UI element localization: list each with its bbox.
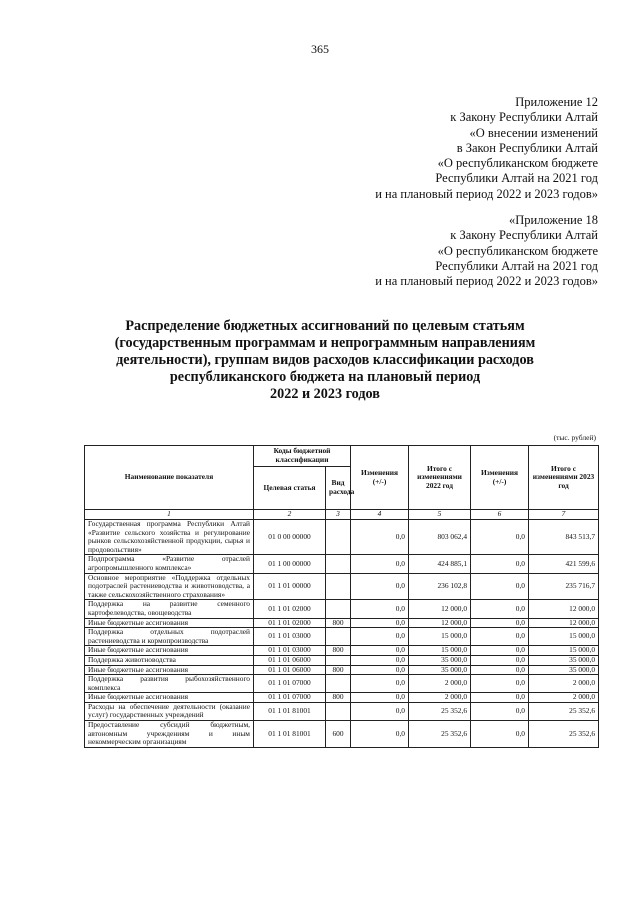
cell-total-2023: 35 000,0 [529,665,599,675]
cell-change-2023: 0,0 [471,665,529,675]
cell-type [326,573,351,600]
cell-total-2023: 235 716,7 [529,573,599,600]
cell-change-2022: 0,0 [351,721,409,748]
appendix-12-block [375,95,598,202]
cell-change-2023: 0,0 [471,628,529,646]
cell-change-2022: 0,0 [351,665,409,675]
appendix-18-line: Республики Алтай на 2021 год [435,258,598,273]
cell-total-2022: 12 000,0 [409,618,471,628]
appendix-12-line: и на плановый период 2022 и 2023 годов» [375,186,598,201]
appendix-12-line: к Закону Республики Алтай [450,110,598,125]
cell-total-2022: 25 352,6 [409,721,471,748]
appendix-18-line: «Приложение 18 [509,213,598,227]
cell-name: Поддержка на развитие семенного картофелеводства, овощеводства [85,600,254,618]
cell-total-2022: 25 352,6 [409,702,471,720]
cell-target: 01 1 01 81001 [254,721,326,748]
appendix-12-line: «О внесении изменений [469,125,598,140]
cell-total-2023: 2 000,0 [529,675,599,693]
column-number: 4 [351,510,409,520]
header-codes: Коды бюджетной классификации [254,446,351,467]
table-row [85,646,599,656]
cell-total-2022: 424 885,1 [409,555,471,573]
document-title [60,318,590,403]
cell-change-2022: 0,0 [351,655,409,665]
cell-name: Иные бюджетные ассигнования [85,693,254,703]
cell-target: 01 1 01 06000 [254,665,326,675]
column-number: 1 [85,510,254,520]
cell-name: Иные бюджетные ассигнования [85,618,254,628]
appendix-12-line: «О республиканском бюджете [437,156,598,171]
cell-type: 800 [326,665,351,675]
title-line: (государственным программам и непрограммным направлениям [114,335,536,351]
title-line: деятельности), группам видов расходов классификации расходов [116,352,534,368]
cell-total-2023: 15 000,0 [529,646,599,656]
header-name: Наименование показателя [85,446,254,510]
cell-name: Предоставление субсидий бюджетным, автономным учреждениям и иным некоммерческим организациям [85,721,254,748]
cell-total-2022: 15 000,0 [409,646,471,656]
cell-total-2023: 15 000,0 [529,628,599,646]
appendix-18-block [375,213,598,289]
cell-name: Поддержка отдельных подотраслей растениеводства и кормопроизводства [85,628,254,646]
appendix-12-line: в Закон Республики Алтай [456,140,598,155]
page-number: 365 [311,42,329,56]
cell-target: 01 1 01 00000 [254,573,326,600]
header-change-2022: Изменения (+/-) [351,446,409,510]
cell-target: 01 1 01 07000 [254,675,326,693]
cell-change-2023: 0,0 [471,702,529,720]
cell-type [326,555,351,573]
cell-change-2023: 0,0 [471,675,529,693]
cell-total-2022: 15 000,0 [409,628,471,646]
table-row [85,675,599,693]
appendix-12-line: Республики Алтай на 2021 год [435,171,598,186]
table-row [85,655,599,665]
table-row [85,600,599,618]
appendix-18-line: и на плановый период 2022 и 2023 годов» [375,274,598,289]
cell-type: 800 [326,693,351,703]
cell-change-2023: 0,0 [471,693,529,703]
cell-target: 01 1 01 03000 [254,628,326,646]
appendix-18-line: к Закону Республики Алтай [450,228,598,243]
cell-target: 01 1 01 02000 [254,600,326,618]
cell-total-2023: 25 352,6 [529,721,599,748]
cell-target: 01 1 01 06000 [254,655,326,665]
table-row [85,573,599,600]
cell-total-2023: 421 599,6 [529,555,599,573]
cell-total-2022: 12 000,0 [409,600,471,618]
header-total-2022: Итого с изменениями 2022 год [409,446,471,510]
cell-name: Государственная программа Республики Алтай «Развитие сельского хозяйства и регулирование рынков сельскохозяйственной продукции, сырья и продовольствия» [85,520,254,555]
column-number: 6 [471,510,529,520]
cell-change-2023: 0,0 [471,646,529,656]
cell-change-2022: 0,0 [351,520,409,555]
cell-total-2022: 2 000,0 [409,675,471,693]
cell-name: Поддержка развития рыбохозяйственного комплекса [85,675,254,693]
cell-name: Иные бюджетные ассигнования [85,646,254,656]
table-row [85,555,599,573]
column-number: 5 [409,510,471,520]
cell-target: 01 1 01 03000 [254,646,326,656]
cell-total-2023: 25 352,6 [529,702,599,720]
table-row [85,520,599,555]
cell-total-2022: 236 102,8 [409,573,471,600]
cell-change-2023: 0,0 [471,520,529,555]
cell-change-2023: 0,0 [471,721,529,748]
cell-name: Поддержка животноводства [85,655,254,665]
cell-total-2022: 803 062,4 [409,520,471,555]
column-number: 3 [326,510,351,520]
cell-type [326,655,351,665]
header-total-2023: Итого с изменениями 2023 год [529,446,599,510]
column-number: 7 [529,510,599,520]
cell-total-2023: 2 000,0 [529,693,599,703]
units-note: (тыс. рублей) [553,433,596,442]
cell-change-2022: 0,0 [351,555,409,573]
cell-change-2022: 0,0 [351,600,409,618]
cell-name: Расходы на обеспечение деятельности (оказание услуг) государственных учреждений [85,702,254,720]
cell-total-2022: 2 000,0 [409,693,471,703]
cell-type: 800 [326,646,351,656]
cell-type: 800 [326,618,351,628]
title-line: Распределение бюджетных ассигнований по целевым статьям [125,318,525,334]
header-target: Целевая статья [254,467,326,510]
cell-change-2023: 0,0 [471,573,529,600]
cell-change-2023: 0,0 [471,655,529,665]
cell-name: Иные бюджетные ассигнования [85,665,254,675]
cell-name: Подпрограмма «Развитие отраслей агропромышленного комплекса» [85,555,254,573]
cell-change-2022: 0,0 [351,618,409,628]
cell-type [326,600,351,618]
table-row [85,721,599,748]
cell-change-2022: 0,0 [351,693,409,703]
cell-change-2022: 0,0 [351,702,409,720]
appendix-18-line: «О республиканском бюджете [437,243,598,258]
column-number: 2 [254,510,326,520]
cell-target: 01 1 01 02000 [254,618,326,628]
cell-total-2023: 843 513,7 [529,520,599,555]
cell-target: 01 1 01 07000 [254,693,326,703]
cell-target: 01 1 00 00000 [254,555,326,573]
cell-target: 01 1 01 81001 [254,702,326,720]
table-row [85,693,599,703]
cell-type: 600 [326,721,351,748]
cell-change-2023: 0,0 [471,555,529,573]
cell-change-2022: 0,0 [351,628,409,646]
cell-change-2023: 0,0 [471,600,529,618]
title-line: 2022 и 2023 годов [270,386,380,402]
cell-type [326,628,351,646]
title-line: республиканского бюджета на плановый период [169,369,481,385]
cell-total-2023: 35 000,0 [529,655,599,665]
table-row [85,628,599,646]
budget-table [84,445,599,748]
cell-target: 01 0 00 00000 [254,520,326,555]
header-change-2023: Изменения (+/-) [471,446,529,510]
table-row [85,702,599,720]
cell-total-2023: 12 000,0 [529,600,599,618]
cell-type [326,520,351,555]
cell-total-2022: 35 000,0 [409,655,471,665]
cell-type [326,675,351,693]
cell-total-2023: 12 000,0 [529,618,599,628]
cell-total-2022: 35 000,0 [409,665,471,675]
cell-change-2022: 0,0 [351,646,409,656]
column-number-row [85,510,599,520]
header-type: Вид расхода [326,467,351,510]
appendix-12-line: Приложение 12 [515,95,598,109]
cell-type [326,702,351,720]
cell-change-2022: 0,0 [351,573,409,600]
cell-change-2022: 0,0 [351,675,409,693]
cell-name: Основное мероприятие «Поддержка отдельных подотраслей растениеводства и животноводства, а также сельскохозяйственного страхования» [85,573,254,600]
cell-change-2023: 0,0 [471,618,529,628]
